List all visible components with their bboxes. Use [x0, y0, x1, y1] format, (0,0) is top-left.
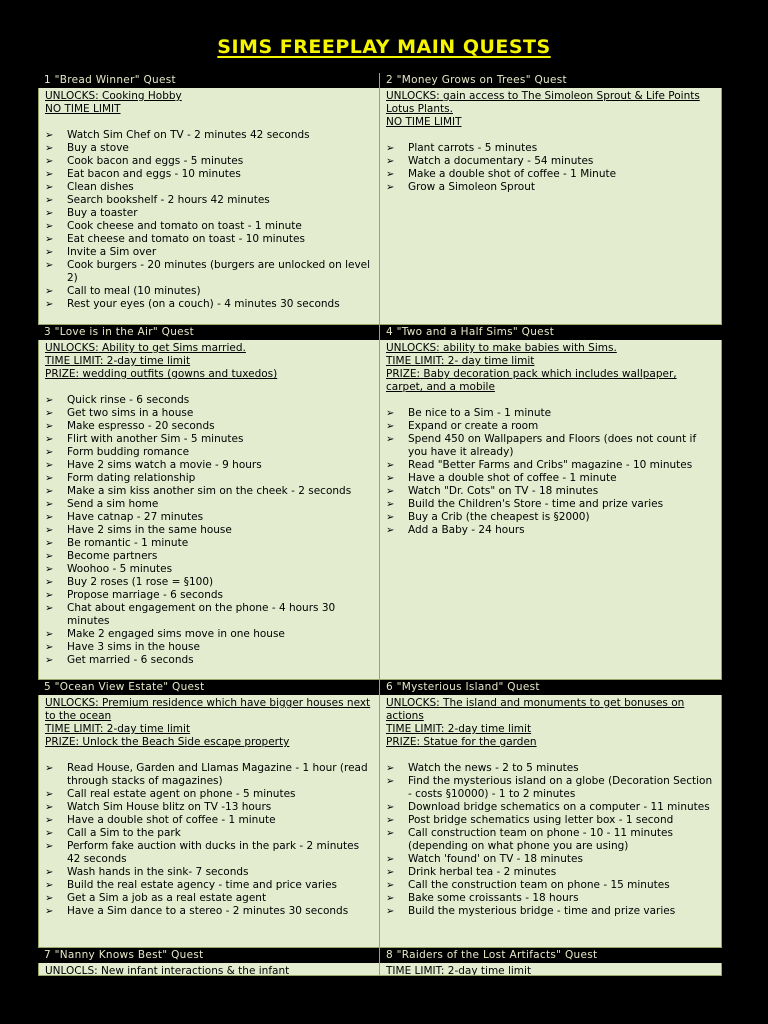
quest-task-text: Have 2 sims watch a movie - 9 hours: [67, 459, 262, 471]
quest-task-item: [386, 762, 717, 775]
quest-task-item: [45, 628, 375, 641]
quest-task-text: Become partners: [67, 550, 158, 562]
quest-task-item: [386, 892, 717, 905]
quest-task-text: Clean dishes: [67, 181, 134, 193]
quest-meta-text: gain access to The Simoleon Sprout & Life Points Lotus Plants.: [386, 90, 700, 115]
quest-task-item: [45, 446, 375, 459]
quest-task-item: [386, 905, 717, 918]
quest-task-text: Propose marriage - 6 seconds: [67, 589, 224, 601]
quest-task-text: Get a Sim a job as a real estate agent: [67, 892, 267, 904]
quest-meta-line: [45, 355, 375, 368]
quest-meta-line: [45, 965, 375, 976]
quest-task-item: [45, 840, 375, 866]
quest-task-item: [386, 155, 717, 168]
arrow-bullet-icon: ➢: [45, 867, 54, 878]
quest-meta-text: Unlock the Beach Side escape property: [79, 736, 290, 748]
arrow-bullet-icon: ➢: [45, 789, 54, 800]
quest-meta-line: [386, 736, 717, 749]
quest-task-text: Eat cheese and tomato on toast - 10 minutes: [67, 233, 305, 245]
quest-meta-label: TIME LIMIT:: [386, 965, 445, 976]
quest-task-item: [386, 879, 717, 892]
quest-task-text: Build the real estate agency - time and price varies: [67, 879, 337, 891]
quest-cell: [380, 948, 722, 976]
arrow-bullet-icon: ➢: [45, 642, 54, 653]
quest-body: [38, 963, 379, 976]
arrow-bullet-icon: ➢: [45, 906, 54, 917]
quest-meta-label: UNLOCKS:: [45, 90, 99, 102]
arrow-bullet-icon: ➢: [386, 182, 395, 193]
quest-task-item: [45, 142, 375, 155]
quest-meta-text: 2-day time limit: [444, 723, 532, 735]
arrow-bullet-icon: ➢: [45, 460, 54, 471]
arrow-bullet-icon: ➢: [45, 893, 54, 904]
arrow-bullet-icon: ➢: [45, 880, 54, 891]
quest-task-item: [386, 511, 717, 524]
quest-task-text: Call to meal (10 minutes): [67, 285, 201, 297]
quest-meta-line: [45, 90, 375, 103]
quest-task-text: Call real estate agent on phone - 5 minutes: [67, 788, 296, 800]
quest-header: 6 "Mysterious Island" Quest: [380, 680, 722, 695]
arrow-bullet-icon: ➢: [45, 499, 54, 510]
quest-task-text: Download bridge schematics on a computer - 11 minutes: [408, 801, 710, 813]
quest-task-item: [45, 563, 375, 576]
arrow-bullet-icon: ➢: [45, 802, 54, 813]
arrow-bullet-icon: ➢: [45, 629, 54, 640]
quest-task-text: Be nice to a Sim - 1 minute: [408, 407, 552, 419]
arrow-bullet-icon: ➢: [45, 260, 54, 271]
quest-header: 2 "Money Grows on Trees" Quest: [380, 73, 722, 88]
quest-header: 1 "Bread Winner" Quest: [38, 73, 379, 88]
quest-task-text: Make a sim kiss another sim on the cheek - 2 seconds: [67, 485, 352, 497]
quest-meta-line: [45, 368, 375, 381]
quest-task-text: Form budding romance: [67, 446, 190, 458]
quest-meta-line: [386, 723, 717, 736]
quest-meta-text: 2-day time limit: [103, 723, 191, 735]
arrow-bullet-icon: ➢: [386, 880, 395, 891]
quest-task-text: Build the mysterious bridge - time and prize varies: [408, 905, 676, 917]
quest-body: [38, 695, 379, 948]
quest-meta-text: 2-day time limit: [103, 355, 191, 367]
arrow-bullet-icon: ➢: [45, 195, 54, 206]
quest-task-text: Watch the news - 2 to 5 minutes: [408, 762, 579, 774]
quest-task-list: [45, 394, 375, 667]
quest-task-item: [45, 194, 375, 207]
quest-task-text: Buy a Crib (the cheapest is §2000): [408, 511, 590, 523]
quest-body: [380, 695, 722, 948]
quest-task-item: [45, 298, 375, 311]
arrow-bullet-icon: ➢: [386, 815, 395, 826]
quest-meta-line: [45, 103, 375, 116]
quest-table: [38, 73, 723, 976]
quest-task-item: [45, 207, 375, 220]
arrow-bullet-icon: ➢: [386, 828, 395, 839]
quest-task-item: [45, 407, 375, 420]
arrow-bullet-icon: ➢: [386, 776, 395, 787]
quest-task-item: [45, 472, 375, 485]
quest-task-item: [45, 879, 375, 892]
arrow-bullet-icon: ➢: [45, 182, 54, 193]
arrow-bullet-icon: ➢: [45, 408, 54, 419]
arrow-bullet-icon: ➢: [45, 655, 54, 666]
quest-task-text: Make a double shot of coffee - 1 Minute: [408, 168, 617, 180]
quest-task-item: [45, 155, 375, 168]
quest-meta-text: Cooking Hobby: [98, 90, 182, 102]
quest-task-item: [45, 788, 375, 801]
quest-meta-label: TIME LIMIT:: [386, 355, 445, 367]
quest-task-text: Make espresso - 20 seconds: [67, 420, 215, 432]
quest-task-item: [45, 233, 375, 246]
quest-meta-text: 2- day time limit: [444, 355, 535, 367]
quest-meta-line: [45, 697, 375, 723]
quest-body: [38, 340, 379, 680]
quest-task-text: Watch a documentary - 54 minutes: [408, 155, 594, 167]
quest-header: 8 "Raiders of the Lost Artifacts" Quest: [380, 948, 722, 963]
arrow-bullet-icon: ➢: [45, 143, 54, 154]
quest-task-item: [386, 866, 717, 879]
quest-row: [38, 325, 723, 680]
quest-task-list: [45, 762, 375, 918]
arrow-bullet-icon: ➢: [386, 512, 395, 523]
quest-header: 3 "Love is in the Air" Quest: [38, 325, 379, 340]
quest-task-text: Make 2 engaged sims move in one house: [67, 628, 285, 640]
quest-task-text: Read House, Garden and Llamas Magazine - 1 hour (read through stacks of magazines): [67, 762, 368, 787]
quest-task-list: [386, 142, 717, 194]
arrow-bullet-icon: ➢: [45, 828, 54, 839]
arrow-bullet-icon: ➢: [386, 486, 395, 497]
arrow-bullet-icon: ➢: [45, 421, 54, 432]
quest-task-item: [386, 459, 717, 472]
quest-task-item: [45, 168, 375, 181]
arrow-bullet-icon: ➢: [386, 169, 395, 180]
quest-task-item: [386, 142, 717, 155]
quest-task-text: Get married - 6 seconds: [67, 654, 194, 666]
quest-task-item: [45, 459, 375, 472]
quest-task-item: [386, 498, 717, 511]
quest-task-item: [45, 866, 375, 879]
quest-meta-text: Premium residence which have bigger houses next to the ocean: [45, 697, 371, 722]
quest-task-item: [45, 827, 375, 840]
quest-task-list: [386, 407, 717, 537]
quest-meta-label: UNLOCKS:: [386, 697, 440, 709]
quest-task-item: [386, 433, 717, 459]
arrow-bullet-icon: ➢: [386, 473, 395, 484]
arrow-bullet-icon: ➢: [45, 603, 54, 614]
arrow-bullet-icon: ➢: [45, 815, 54, 826]
quest-body: [380, 340, 722, 680]
quest-task-text: Cook cheese and tomato on toast - 1 minute: [67, 220, 302, 232]
quest-body: [38, 88, 379, 325]
quest-meta-text: Baby decoration pack which includes wallpaper, carpet, and a mobile: [386, 368, 677, 393]
quest-task-text: Spend 450 on Wallpapers and Floors (does not count if you have it already): [408, 433, 697, 458]
quest-meta-text: NO TIME LIMIT: [386, 116, 462, 128]
quest-meta-label: UNLOCLS:: [45, 965, 98, 976]
quest-meta-text: NO TIME LIMIT: [45, 103, 121, 115]
quest-task-item: [45, 220, 375, 233]
arrow-bullet-icon: ➢: [45, 525, 54, 536]
quest-meta-label: UNLOCKS:: [386, 90, 440, 102]
quest-task-item: [45, 654, 375, 667]
arrow-bullet-icon: ➢: [386, 525, 395, 536]
quest-task-text: Add a Baby - 24 hours: [408, 524, 525, 536]
quest-meta-line: [386, 116, 717, 129]
quest-task-text: Be romantic - 1 minute: [67, 537, 189, 549]
quest-meta-text: 2-day time limit: [444, 965, 532, 976]
quest-cell: [380, 325, 722, 680]
arrow-bullet-icon: ➢: [45, 169, 54, 180]
quest-task-text: Invite a Sim over: [67, 246, 157, 258]
quest-task-item: [386, 181, 717, 194]
quest-task-text: Watch Sim House blitz on TV -13 hours: [67, 801, 272, 813]
quest-task-item: [45, 259, 375, 285]
quest-cell: [38, 948, 380, 976]
quest-meta-text: Statue for the garden: [420, 736, 537, 748]
arrow-bullet-icon: ➢: [45, 590, 54, 601]
quest-task-item: [386, 420, 717, 433]
quest-task-item: [45, 576, 375, 589]
arrow-bullet-icon: ➢: [45, 447, 54, 458]
arrow-bullet-icon: ➢: [45, 473, 54, 484]
arrow-bullet-icon: ➢: [386, 893, 395, 904]
arrow-bullet-icon: ➢: [45, 286, 54, 297]
quest-meta-text: wedding outfits (gowns and tuxedos): [79, 368, 278, 380]
quest-cell: [380, 680, 722, 948]
quest-task-text: Post bridge schematics using letter box - 1 second: [408, 814, 674, 826]
arrow-bullet-icon: ➢: [45, 156, 54, 167]
arrow-bullet-icon: ➢: [45, 512, 54, 523]
arrow-bullet-icon: ➢: [386, 434, 395, 445]
quest-task-list: [386, 762, 717, 918]
arrow-bullet-icon: ➢: [386, 867, 395, 878]
quest-meta-label: TIME LIMIT:: [386, 723, 445, 735]
quest-task-text: Watch 'found' on TV - 18 minutes: [408, 853, 583, 865]
quest-task-text: Watch "Dr. Cots" on TV - 18 minutes: [408, 485, 599, 497]
quest-task-text: Buy 2 roses (1 rose = §100): [67, 576, 214, 588]
quest-task-text: Call a Sim to the park: [67, 827, 181, 839]
arrow-bullet-icon: ➢: [45, 564, 54, 575]
quest-cell: [38, 73, 380, 325]
quest-task-item: [45, 762, 375, 788]
quest-task-item: [386, 168, 717, 181]
quest-header: 4 "Two and a Half Sims" Quest: [380, 325, 722, 340]
arrow-bullet-icon: ➢: [45, 577, 54, 588]
quest-task-text: Watch Sim Chef on TV - 2 minutes 42 seconds: [67, 129, 310, 141]
quest-task-text: Have a double shot of coffee - 1 minute: [408, 472, 617, 484]
quest-task-item: [386, 775, 717, 801]
quest-task-item: [386, 814, 717, 827]
quest-meta-line: [386, 697, 717, 723]
quest-meta-line: [45, 723, 375, 736]
quest-task-text: Cook burgers - 20 minutes (burgers are unlocked on level 2): [67, 259, 371, 284]
quest-header: 5 "Ocean View Estate" Quest: [38, 680, 379, 695]
quest-task-text: Chat about engagement on the phone - 4 hours 30 minutes: [67, 602, 336, 627]
quest-task-item: [386, 801, 717, 814]
arrow-bullet-icon: ➢: [386, 421, 395, 432]
quest-meta-line: [386, 355, 717, 368]
arrow-bullet-icon: ➢: [45, 234, 54, 245]
quest-meta-label: UNLOCKS:: [45, 697, 99, 709]
quest-task-item: [45, 589, 375, 602]
quest-task-item: [45, 641, 375, 654]
quest-task-text: Buy a toaster: [67, 207, 138, 219]
quest-meta-label: PRIZE:: [386, 368, 421, 380]
quest-task-text: Buy a stove: [67, 142, 129, 154]
quest-task-text: Read "Better Farms and Cribs" magazine - 10 minutes: [408, 459, 693, 471]
arrow-bullet-icon: ➢: [45, 486, 54, 497]
quest-task-item: [45, 485, 375, 498]
quest-task-text: Quick rinse - 6 seconds: [67, 394, 190, 406]
quest-task-text: Build the Children's Store - time and prize varies: [408, 498, 664, 510]
quest-meta-line: [386, 368, 717, 394]
quest-task-text: Call the construction team on phone - 15 minutes: [408, 879, 670, 891]
quest-cell: [380, 73, 722, 325]
quest-task-text: Expand or create a room: [408, 420, 539, 432]
quest-task-list: [45, 129, 375, 311]
arrow-bullet-icon: ➢: [386, 802, 395, 813]
quest-task-item: [386, 485, 717, 498]
quest-task-text: Cook bacon and eggs - 5 minutes: [67, 155, 244, 167]
quest-task-item: [45, 394, 375, 407]
quest-task-text: Search bookshelf - 2 hours 42 minutes: [67, 194, 270, 206]
quest-meta-line: [386, 965, 717, 976]
quest-task-item: [45, 285, 375, 298]
quest-task-text: Have a Sim dance to a stereo - 2 minutes 30 seconds: [67, 905, 349, 917]
quest-task-text: Have catnap - 27 minutes: [67, 511, 204, 523]
quest-task-item: [45, 498, 375, 511]
quest-task-text: Form dating relationship: [67, 472, 196, 484]
quest-task-item: [45, 433, 375, 446]
arrow-bullet-icon: ➢: [45, 551, 54, 562]
quest-meta-text: The island and monuments to get bonuses on actions: [386, 697, 685, 722]
quest-header: 7 "Nanny Knows Best" Quest: [38, 948, 379, 963]
arrow-bullet-icon: ➢: [386, 906, 395, 917]
quest-cell: [38, 325, 380, 680]
arrow-bullet-icon: ➢: [45, 434, 54, 445]
quest-task-item: [45, 129, 375, 142]
quest-task-text: Bake some croissants - 18 hours: [408, 892, 579, 904]
quest-task-text: Have 3 sims in the house: [67, 641, 200, 653]
quest-meta-label: TIME LIMIT:: [45, 723, 104, 735]
quest-meta-label: PRIZE:: [45, 368, 80, 380]
quest-body: [380, 88, 722, 325]
quest-meta-line: [386, 342, 717, 355]
quest-task-text: Plant carrots - 5 minutes: [408, 142, 538, 154]
quest-task-text: Have a double shot of coffee - 1 minute: [67, 814, 276, 826]
arrow-bullet-icon: ➢: [45, 247, 54, 258]
quest-task-item: [45, 814, 375, 827]
quest-task-item: [45, 420, 375, 433]
quest-task-text: Rest your eyes (on a couch) - 4 minutes 30 seconds: [67, 298, 340, 310]
arrow-bullet-icon: ➢: [45, 208, 54, 219]
quest-task-item: [386, 827, 717, 853]
arrow-bullet-icon: ➢: [45, 841, 54, 852]
arrow-bullet-icon: ➢: [386, 460, 395, 471]
arrow-bullet-icon: ➢: [45, 130, 54, 141]
quest-task-item: [386, 524, 717, 537]
quest-meta-text: New infant interactions & the infant: [97, 965, 290, 976]
arrow-bullet-icon: ➢: [386, 408, 395, 419]
arrow-bullet-icon: ➢: [45, 538, 54, 549]
quest-task-text: Grow a Simoleon Sprout: [408, 181, 535, 193]
quest-task-item: [45, 801, 375, 814]
quest-meta-label: UNLOCKS:: [45, 342, 99, 354]
quest-task-item: [45, 181, 375, 194]
quest-task-text: Flirt with another Sim - 5 minutes: [67, 433, 244, 445]
arrow-bullet-icon: ➢: [45, 763, 54, 774]
quest-task-item: [386, 407, 717, 420]
quest-task-text: Perform fake auction with ducks in the park - 2 minutes 42 seconds: [67, 840, 360, 865]
quest-task-item: [386, 853, 717, 866]
quest-task-item: [45, 537, 375, 550]
quest-task-text: Find the mysterious island on a globe (Decoration Section - costs §10000) - 1 to 2 minutes: [408, 775, 713, 800]
arrow-bullet-icon: ➢: [45, 221, 54, 232]
quest-meta-line: [386, 90, 717, 116]
quest-task-item: [45, 602, 375, 628]
quest-task-item: [45, 524, 375, 537]
arrow-bullet-icon: ➢: [45, 395, 54, 406]
quest-meta-label: PRIZE:: [45, 736, 80, 748]
quest-task-item: [45, 892, 375, 905]
quest-task-item: [45, 511, 375, 524]
arrow-bullet-icon: ➢: [386, 854, 395, 865]
quest-meta-label: TIME LIMIT:: [45, 355, 104, 367]
arrow-bullet-icon: ➢: [386, 156, 395, 167]
quest-cell: [38, 680, 380, 948]
quest-meta-text: Ability to get Sims married.: [98, 342, 246, 354]
quest-task-text: Send a sim home: [67, 498, 159, 510]
quest-task-item: [45, 905, 375, 918]
page-title: SIMS FREEPLAY MAIN QUESTS: [217, 36, 551, 58]
quest-task-text: Have 2 sims in the same house: [67, 524, 232, 536]
quest-meta-label: PRIZE:: [386, 736, 421, 748]
quest-task-text: Wash hands in the sink- 7 seconds: [67, 866, 249, 878]
quest-row: [38, 948, 723, 976]
quest-task-item: [386, 472, 717, 485]
quest-meta-line: [45, 342, 375, 355]
arrow-bullet-icon: ➢: [386, 143, 395, 154]
quest-body: [380, 963, 722, 976]
arrow-bullet-icon: ➢: [386, 499, 395, 510]
quest-task-item: [45, 550, 375, 563]
quest-row: [38, 680, 723, 948]
quest-meta-label: UNLOCKS:: [386, 342, 440, 354]
quest-meta-text: ability to make babies with Sims.: [439, 342, 617, 354]
quest-task-text: Drink herbal tea - 2 minutes: [408, 866, 557, 878]
quest-task-text: Call construction team on phone - 10 - 11 minutes (depending on what phone you are using): [408, 827, 673, 852]
quest-task-text: Eat bacon and eggs - 10 minutes: [67, 168, 241, 180]
quest-task-text: Get two sims in a house: [67, 407, 194, 419]
arrow-bullet-icon: ➢: [386, 763, 395, 774]
quest-task-item: [45, 246, 375, 259]
arrow-bullet-icon: ➢: [45, 299, 54, 310]
quest-meta-line: [45, 736, 375, 749]
quest-row: [38, 73, 723, 325]
quest-task-text: Woohoo - 5 minutes: [67, 563, 173, 575]
